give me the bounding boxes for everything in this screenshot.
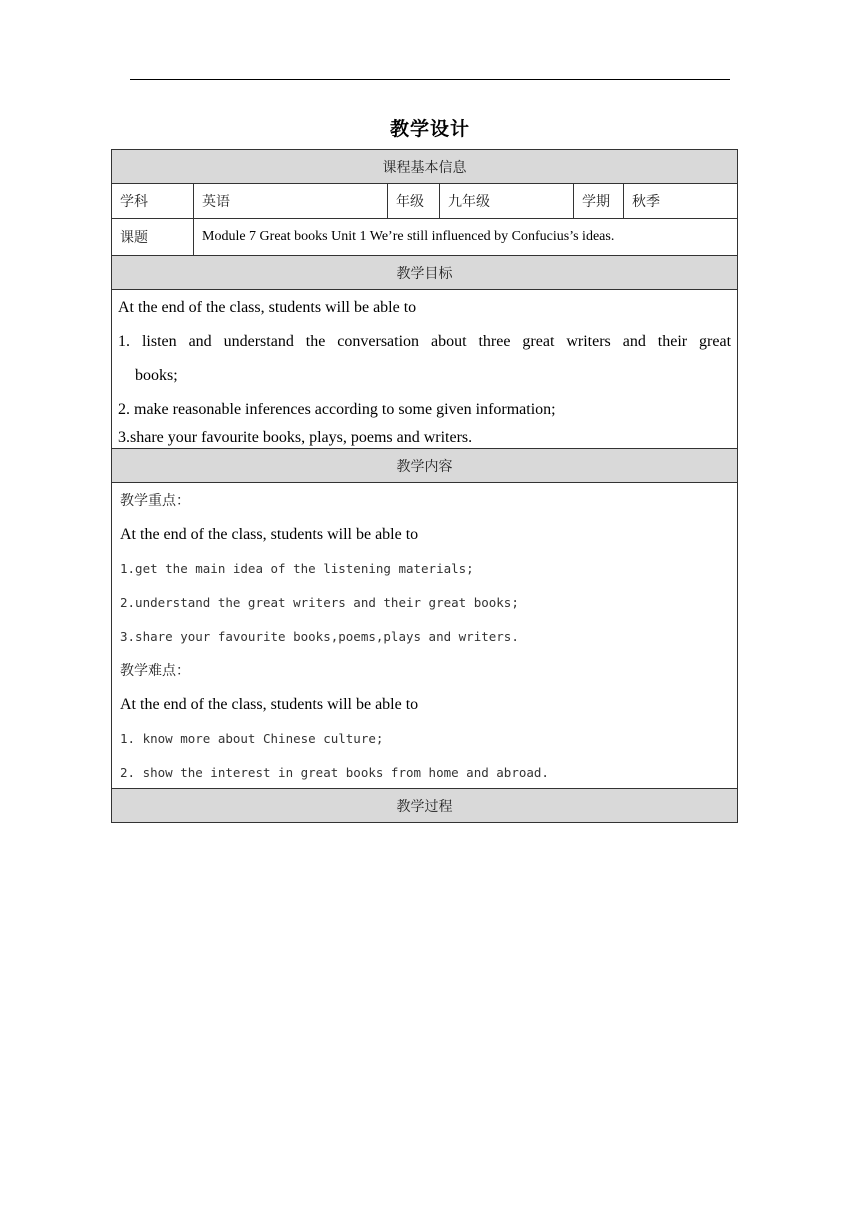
- subject-value: 英语: [194, 184, 388, 219]
- key-points-label: 教学重点：: [120, 493, 190, 509]
- grade-value: 九年级: [440, 184, 574, 219]
- difficult-point-item-2: 2. show the interest in great books from home and abroad.: [120, 765, 549, 780]
- key-points-intro: At the end of the class, students will be able to: [120, 526, 419, 543]
- objectives-intro: At the end of the class, students will be able to: [118, 299, 417, 316]
- topic-row: [112, 219, 738, 256]
- content-header-row: [112, 449, 738, 483]
- term-label: 学期: [574, 184, 624, 219]
- key-point-item-3: 3.share your favourite books,poems,plays and writers.: [120, 629, 519, 644]
- process-header-row: [112, 789, 738, 823]
- objectives-cell: [112, 290, 738, 449]
- grade-label: 年级: [388, 184, 440, 219]
- document-title: 教学设计: [389, 118, 470, 140]
- objective-item-1-line-1: 1. listen and understand the conversation about three great writers and their great: [118, 333, 732, 350]
- difficult-points-intro: At the end of the class, students will be able to: [120, 696, 419, 713]
- objective-item-1-line-2: books;: [135, 367, 178, 384]
- objective-item-2: 2. make reasonable inferences according to some given information;: [118, 401, 556, 418]
- basic-info-header-row: [112, 150, 738, 184]
- key-point-item-2: 2.understand the great writers and their great books;: [120, 595, 519, 610]
- topic-label: 课题: [112, 219, 194, 256]
- objective-item-3: 3.share your favourite books, plays, poems and writers.: [118, 429, 473, 446]
- content-header: 教学内容: [112, 449, 738, 483]
- difficult-points-label: 教学难点：: [120, 663, 190, 679]
- term-value: 秋季: [624, 184, 738, 219]
- content-row: [112, 483, 738, 789]
- objectives-row: [112, 290, 738, 449]
- subject-label: 学科: [112, 184, 194, 219]
- process-header: 教学过程: [112, 789, 738, 823]
- basic-info-row: [112, 184, 738, 219]
- difficult-point-item-1: 1. know more about Chinese culture;: [120, 731, 384, 746]
- objectives-header-row: [112, 256, 738, 290]
- topic-value: Module 7 Great books Unit 1 We’re still influenced by Confucius’s ideas.: [194, 219, 738, 256]
- objectives-header: 教学目标: [112, 256, 738, 290]
- lesson-plan-table: [111, 149, 738, 823]
- content-cell: [112, 483, 738, 789]
- key-point-item-1: 1.get the main idea of the listening materials;: [120, 561, 474, 576]
- header-rule: [130, 79, 730, 80]
- basic-info-header: 课程基本信息: [112, 150, 738, 184]
